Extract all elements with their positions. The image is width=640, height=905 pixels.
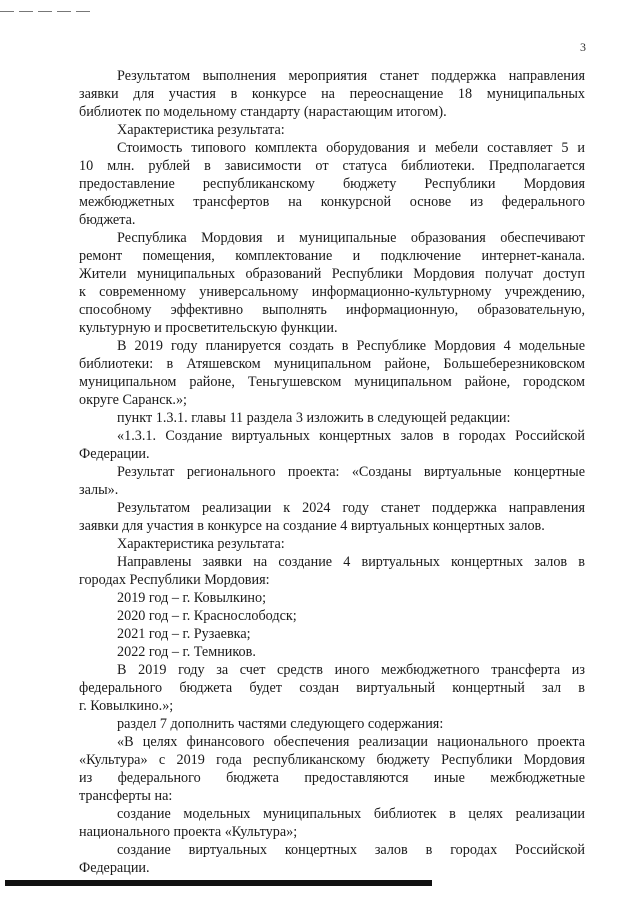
- text-line: библиотек по модельному стандарту (нарастающим итогом).: [79, 104, 447, 120]
- text-line: трансферты на:: [79, 788, 173, 804]
- text-line: Жители муниципальных образований Республики Мордовия получат доступ: [79, 266, 585, 282]
- text-line: Результатом реализации к 2024 году станет поддержка направления: [117, 500, 585, 516]
- text-line: Федерации.: [79, 446, 150, 462]
- text-line: «В целях финансового обеспечения реализации национального проекта: [117, 734, 585, 750]
- text-line: заявки для участия в конкурсе на создание 4 виртуальных концертных залов.: [79, 518, 545, 534]
- text-line: создание виртуальных концертных залов в городах Российской: [117, 842, 585, 858]
- text-line: Результатом выполнения мероприятия станет поддержка направления: [117, 68, 585, 84]
- text-line: Характеристика результата:: [117, 536, 285, 552]
- text-line: бюджета.: [79, 212, 136, 228]
- text-line: залы».: [79, 482, 119, 498]
- text-line: к современному универсальному информационно-культурному учреждению,: [79, 284, 585, 300]
- text-line: создание модельных муниципальных библиотек в целях реализации: [117, 806, 585, 822]
- text-line: округе Саранск.»;: [79, 392, 187, 408]
- text-line: Характеристика результата:: [117, 122, 285, 138]
- text-line: федерального бюджета будет создан виртуальный концертный зал в: [79, 680, 585, 696]
- text-line: муниципальном районе, Теньгушевском муниципальном районе, городском: [79, 374, 585, 390]
- text-line: г. Ковылкино.»;: [79, 698, 174, 714]
- text-line: городах Республики Мордовия:: [79, 572, 270, 588]
- text-line: 2021 год – г. Рузаевка;: [117, 626, 251, 642]
- text-line: В 2019 году планируется создать в Республике Мордовия 4 модельные: [117, 338, 585, 354]
- text-line: «Культура» с 2019 года республиканскому бюджету Республики Мордовия: [79, 752, 585, 768]
- text-line: национального проекта «Культура»;: [79, 824, 298, 840]
- text-line: библиотеки: в Атяшевском муниципальном районе, Большеберезниковском: [79, 356, 585, 372]
- document-body: [79, 67, 585, 877]
- text-line: заявки для участия в конкурсе на переоснащение 18 муниципальных: [79, 86, 585, 102]
- scan-artifact-bottom-bar: [5, 880, 432, 886]
- text-line: из федерального бюджета предоставляются иные межбюджетные: [79, 770, 585, 786]
- text-line: 2020 год – г. Краснослободск;: [117, 608, 297, 624]
- text-line: 2019 год – г. Ковылкино;: [117, 590, 267, 606]
- text-line: способному эффективно выполнять информационную, образовательную,: [79, 302, 585, 318]
- text-line: Республика Мордовия и муниципальные образования обеспечивают: [117, 230, 585, 246]
- text-line: культурную и просветительскую функции.: [79, 320, 338, 336]
- text-line: ремонт помещения, комплектование и подключение интернет-канала.: [79, 248, 585, 264]
- text-line: В 2019 году за счет средств иного межбюджетного трансферта из: [117, 662, 585, 678]
- text-line: Стоимость типового комплекта оборудования и мебели составляет 5 и: [117, 140, 585, 156]
- text-line: 10 млн. рублей в зависимости от статуса библиотеки. Предполагается: [79, 158, 585, 174]
- text-line: 2022 год – г. Темников.: [117, 644, 256, 660]
- text-line: пункт 1.3.1. главы 11 раздела 3 изложить в следующей редакции:: [117, 410, 511, 426]
- text-line: «1.3.1. Создание виртуальных концертных залов в городах Российской: [117, 428, 585, 444]
- text-line: раздел 7 дополнить частями следующего содержания:: [117, 716, 444, 732]
- text-line: Результат регионального проекта: «Созданы виртуальные концертные: [117, 464, 585, 480]
- text-line: Федерации.: [79, 860, 150, 876]
- text-line: межбюджетных трансфертов на конкурсной основе из федерального: [79, 194, 585, 210]
- text-line: предоставление республиканскому бюджету Республики Мордовия: [79, 176, 585, 192]
- scan-artifact-top: [0, 11, 92, 12]
- text-line: Направлены заявки на создание 4 виртуальных концертных залов в: [117, 554, 585, 570]
- page-number: 3: [580, 40, 586, 54]
